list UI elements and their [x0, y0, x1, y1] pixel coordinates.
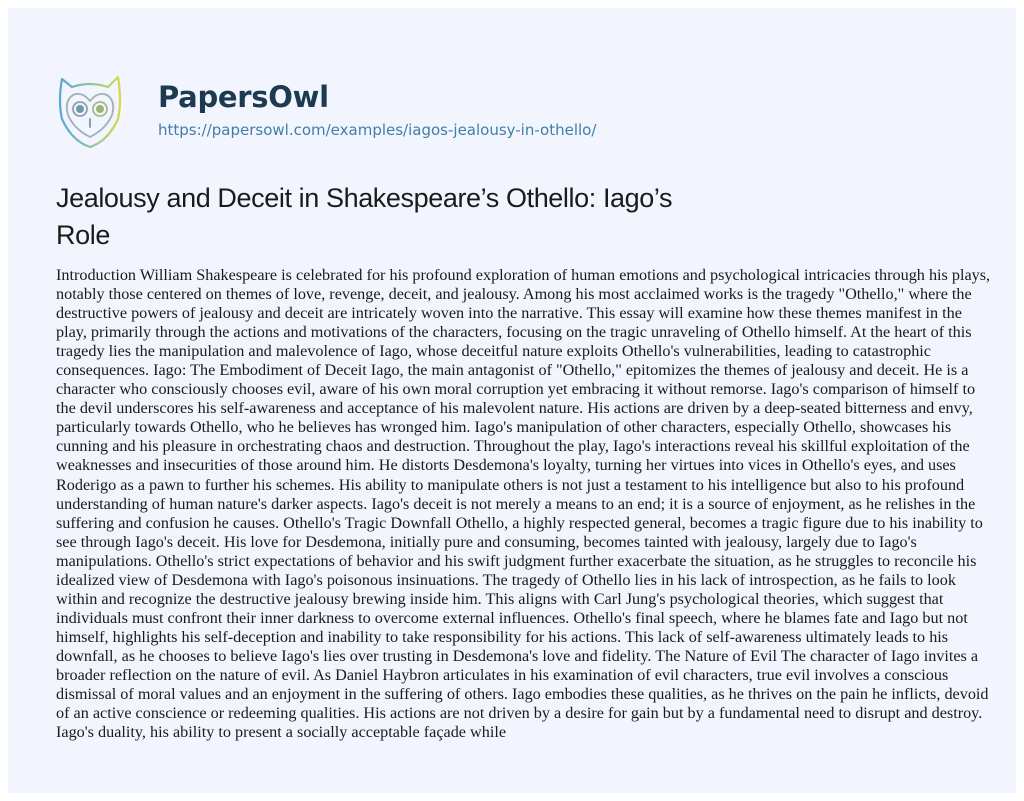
body-line: notably those centered on themes of love, revenge, deceit, and jealousy. Among his most acclaimed works is the tragedy "Othello," where the	[56, 285, 972, 304]
title-line: Jealousy and Deceit in Shakespeare’s Othello: Iago’s	[56, 183, 673, 213]
body-line: particularly towards Othello, who he believes has wronged him. Iago's manipulation of other characters, especially Othello, showcases his	[56, 418, 952, 437]
brand-name[interactable]: PapersOwl	[158, 80, 329, 114]
body-line: broader reflection on the nature of evil. As Daniel Haybron articulates in his examination of evil characters, true evil involves a conscious	[56, 665, 949, 684]
body-line: destructive powers of jealousy and deceit are intricately woven into the narrative. This essay will examine how these themes manifest in the	[56, 304, 962, 323]
body-line: see through Iago's deceit. His love for Desdemona, initially pure and consuming, becomes tainted with jealousy, largely due to Iago's	[56, 532, 917, 551]
document-card	[8, 8, 1016, 793]
body-line: suffering and confusion he causes. Othello's Tragic Downfall Othello, a highly respected general, becomes a tragic figure due to his inability to	[56, 513, 983, 532]
body-line: cunning and his pleasure in orchestrating chaos and destruction. Throughout the play, Iago's interactions reveal his skillful exploitation of the	[56, 437, 970, 456]
essay-body	[56, 266, 1024, 742]
page-title	[56, 180, 816, 254]
body-line: character who consciously chooses evil, aware of his own moral corruption yet embracing it without remorse. Iago's comparison of himself to	[56, 380, 976, 399]
owl-logo-icon	[56, 71, 124, 149]
body-line: dismissal of moral values and an enjoyment in the suffering of others. Iago embodies these qualities, as he thrives on the pain he inflicts, devoid	[56, 685, 989, 704]
body-line: Introduction William Shakespeare is celebrated for his profound exploration of human emotions and psychological intricacies through his plays,	[56, 266, 991, 284]
body-line: weaknesses and insecurities of those around him. He distorts Desdemona's loyalty, turning her virtues into vices in Othello's eyes, and uses	[56, 456, 956, 475]
title-line: Role	[56, 220, 110, 250]
body-line: himself, highlights his self-deception and inability to take responsibility for his actions. This lack of self-awareness ultimately leads to his	[56, 627, 949, 646]
body-line: consequences. Iago: The Embodiment of Deceit Iago, the main antagonist of "Othello," epitomizes the themes of jealousy and deceit. He is a	[56, 361, 969, 380]
body-line: Iago's duality, his ability to present a socially acceptable façade while	[56, 723, 507, 742]
brand-header	[56, 70, 596, 150]
body-line: downfall, as he chooses to believe Iago's lies over trusting in Desdemona's love and fidelity. The Nature of Evil The character of Iago invites a	[56, 646, 979, 665]
body-line: idealized view of Desdemona with Iago's poisonous insinuations. The tragedy of Othello lies in his lack of introspection, as he fails to look	[56, 570, 956, 589]
brand-block	[158, 80, 596, 140]
body-line: play, primarily through the actions and motivations of the characters, focusing on the tragic unraveling of Othello himself. At the heart of this	[56, 323, 972, 342]
body-line: manipulations. Othello's strict expectations of behavior and his swift judgment further exacerbate the situation, as he struggles to reconcile his	[56, 551, 977, 570]
body-line: the devil underscores his self-awareness and acceptance of his malevolent nature. His actions are driven by a deep-seated bitterness and envy,	[56, 399, 973, 418]
body-line: individuals must confront their inner darkness to overcome external influences. Othello's final speech, where he blames fate and Iago but not	[56, 608, 968, 627]
body-line: tragedy lies the manipulation and malevolence of Iago, whose deceitful nature exploits Othello's vulnerabilities, leading to catastrophic	[56, 342, 931, 361]
body-line: Roderigo as a pawn to further his schemes. His ability to manipulate others is not just a testament to his intelligence but also to his profound	[56, 475, 965, 494]
body-line: of an active conscience or redeeming qualities. His actions are not driven by a desire for gain but by a fundamental need to disrupt and destroy.	[56, 704, 983, 723]
body-line: understanding of human nature's darker aspects. Iago's deceit is not merely a means to an end; it is a source of enjoyment, as he relishes in the	[56, 494, 976, 513]
source-url-link[interactable]: https://papersowl.com/examples/iagos-jealousy-in-othello/	[158, 121, 597, 139]
body-line: within and recognize the destructive jealousy brewing inside him. This aligns with Carl Jung's psychological theories, which suggest that	[56, 589, 944, 608]
